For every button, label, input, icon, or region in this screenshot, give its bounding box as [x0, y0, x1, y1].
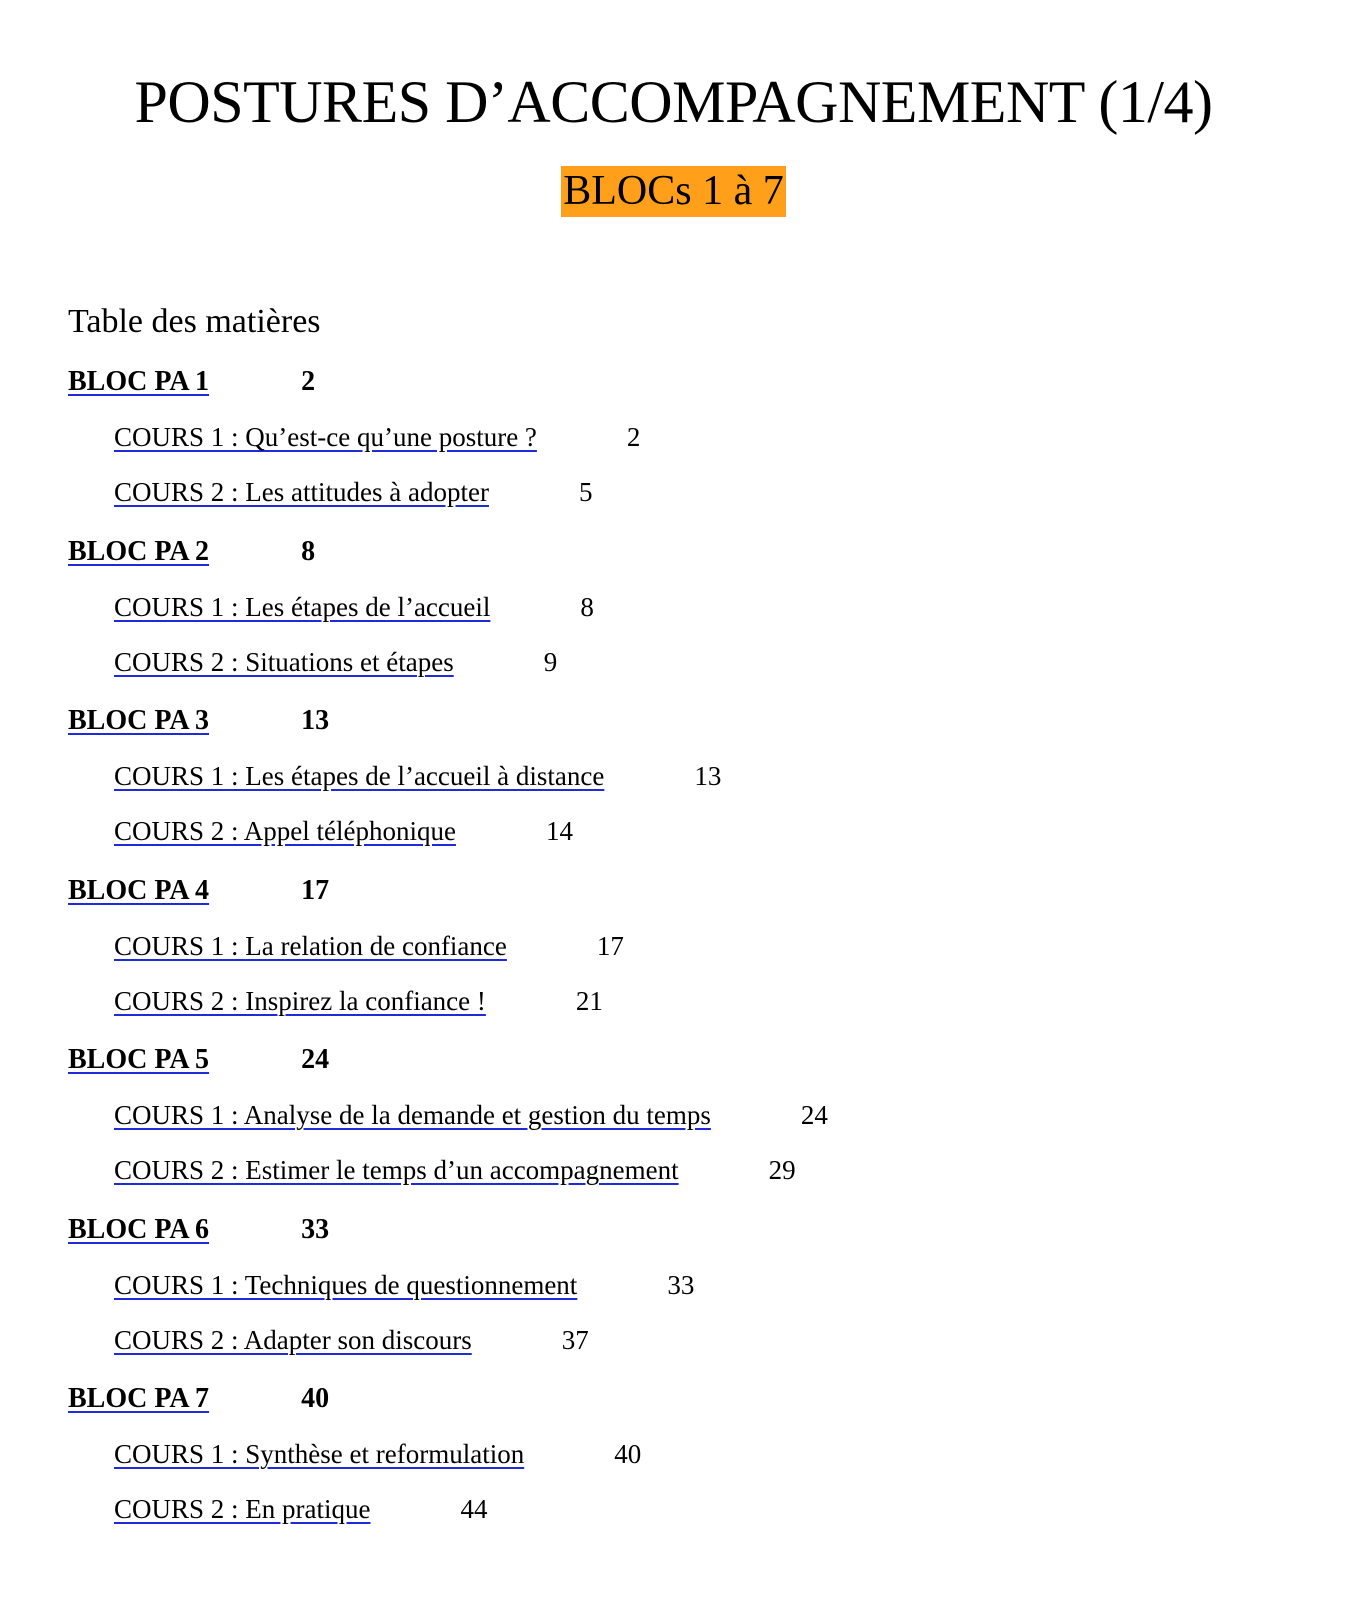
- subtitle-container: [0, 166, 1347, 217]
- toc-bloc-7: [68, 1385, 329, 1413]
- toc-bloc-4-cours-1: [114, 930, 624, 961]
- toc-bloc-1-cours-2-link[interactable]: COURS 2 : Les attitudes à adopter: [114, 477, 489, 507]
- toc-bloc-4-cours-1-link[interactable]: COURS 1 : La relation de confiance: [114, 930, 507, 961]
- toc-bloc-1: [68, 368, 315, 396]
- toc-bloc-5-link[interactable]: BLOC PA 5: [68, 1044, 210, 1075]
- toc-bloc-1-cours-1-page: 2: [626, 422, 641, 452]
- toc-bloc-3-cours-1-link[interactable]: COURS 1 : Les étapes de l’accueil à distance: [114, 761, 605, 791]
- document-title: POSTURES D’ACCOMPAGNEMENT (1/4): [134, 69, 1213, 135]
- toc-bloc-6-link[interactable]: BLOC PA 6: [68, 1213, 210, 1245]
- toc-bloc-7-cours-1-page: 40: [614, 1439, 642, 1469]
- toc-bloc-7-cours-1-link[interactable]: COURS 1 : Synthèse et reformulation: [114, 1439, 525, 1469]
- toc-bloc-5-page: 24: [301, 1044, 330, 1075]
- toc-bloc-3-link[interactable]: BLOC PA 3: [68, 705, 210, 736]
- toc-bloc-2: [68, 535, 316, 567]
- toc-bloc-2-page: 8: [301, 535, 316, 567]
- toc-bloc-6-cours-2-link[interactable]: COURS 2 : Adapter son discours: [114, 1324, 472, 1355]
- toc-bloc-4-link[interactable]: BLOC PA 4: [68, 874, 210, 906]
- toc-bloc-3-cours-2-link[interactable]: COURS 2 : Appel téléphonique: [114, 816, 456, 846]
- toc-bloc-4: [68, 874, 330, 906]
- toc-bloc-7-cours-2: [114, 1496, 488, 1523]
- toc-bloc-1-cours-2-page: 5: [578, 477, 593, 507]
- toc-bloc-3-cours-1-page: 13: [694, 761, 722, 791]
- toc-bloc-5-cours-1-link[interactable]: COURS 1 : Analyse de la demande et gestion du temps: [114, 1100, 711, 1130]
- toc-bloc-5-cours-1: [114, 1102, 828, 1129]
- toc-bloc-3-cours-1: [114, 763, 721, 790]
- toc-heading: Table des matières: [68, 303, 321, 340]
- toc-bloc-7-link[interactable]: BLOC PA 7: [68, 1383, 210, 1414]
- toc-bloc-2-cours-1-link[interactable]: COURS 1 : Les étapes de l’accueil: [114, 591, 491, 622]
- toc-bloc-5: [68, 1046, 329, 1074]
- toc-bloc-7-page: 40: [301, 1383, 330, 1414]
- toc-bloc-6: [68, 1213, 330, 1245]
- toc-bloc-5-cours-1-page: 24: [800, 1100, 828, 1130]
- toc-bloc-6-cours-1-page: 33: [667, 1269, 695, 1300]
- toc-bloc-3: [68, 707, 329, 735]
- document-subtitle: BLOCs 1 à 7: [561, 166, 786, 217]
- toc-bloc-7-cours-2-link[interactable]: COURS 2 : En pratique: [114, 1494, 371, 1524]
- toc-bloc-1-cours-1: [114, 424, 640, 451]
- toc-bloc-2-cours-1: [114, 591, 594, 622]
- toc-bloc-1-cours-1-link[interactable]: COURS 1 : Qu’est-ce qu’une posture ?: [114, 422, 537, 452]
- toc-bloc-1-page: 2: [301, 366, 316, 397]
- toc-bloc-1-link[interactable]: BLOC PA 1: [68, 366, 210, 397]
- toc-bloc-4-cours-2-link[interactable]: COURS 2 : Inspirez la confiance !: [114, 985, 486, 1016]
- toc-bloc-4-cours-2: [114, 985, 603, 1016]
- toc-bloc-3-page: 13: [301, 705, 330, 736]
- toc-bloc-4-cours-2-page: 21: [575, 985, 603, 1016]
- toc-bloc-4-page: 17: [301, 874, 330, 906]
- toc-bloc-2-cours-2: [114, 646, 558, 677]
- toc-bloc-7-cours-1: [114, 1441, 641, 1468]
- toc-bloc-6-cours-2: [114, 1324, 589, 1355]
- toc-bloc-5-cours-2-page: 29: [768, 1155, 796, 1185]
- toc-bloc-2-cours-2-page: 9: [543, 646, 558, 677]
- toc-bloc-4-cours-1-page: 17: [596, 930, 624, 961]
- toc-bloc-2-cours-1-page: 8: [580, 591, 594, 622]
- toc-bloc-6-cours-2-page: 37: [561, 1324, 589, 1355]
- toc-bloc-6-cours-1-link[interactable]: COURS 1 : Techniques de questionnement: [114, 1269, 578, 1300]
- toc-bloc-6-page: 33: [301, 1213, 330, 1245]
- toc-bloc-1-cours-2: [114, 479, 592, 506]
- toc-bloc-3-cours-2: [114, 818, 573, 845]
- toc-bloc-3-cours-2-page: 14: [545, 816, 573, 846]
- toc-bloc-6-cours-1: [114, 1269, 695, 1300]
- toc-bloc-2-link[interactable]: BLOC PA 2: [68, 535, 210, 567]
- toc-bloc-5-cours-2-link[interactable]: COURS 2 : Estimer le temps d’un accompagnement: [114, 1155, 679, 1185]
- toc-bloc-7-cours-2-page: 44: [460, 1494, 488, 1524]
- toc-bloc-2-cours-2-link[interactable]: COURS 2 : Situations et étapes: [114, 646, 454, 677]
- toc-bloc-5-cours-2: [114, 1157, 796, 1184]
